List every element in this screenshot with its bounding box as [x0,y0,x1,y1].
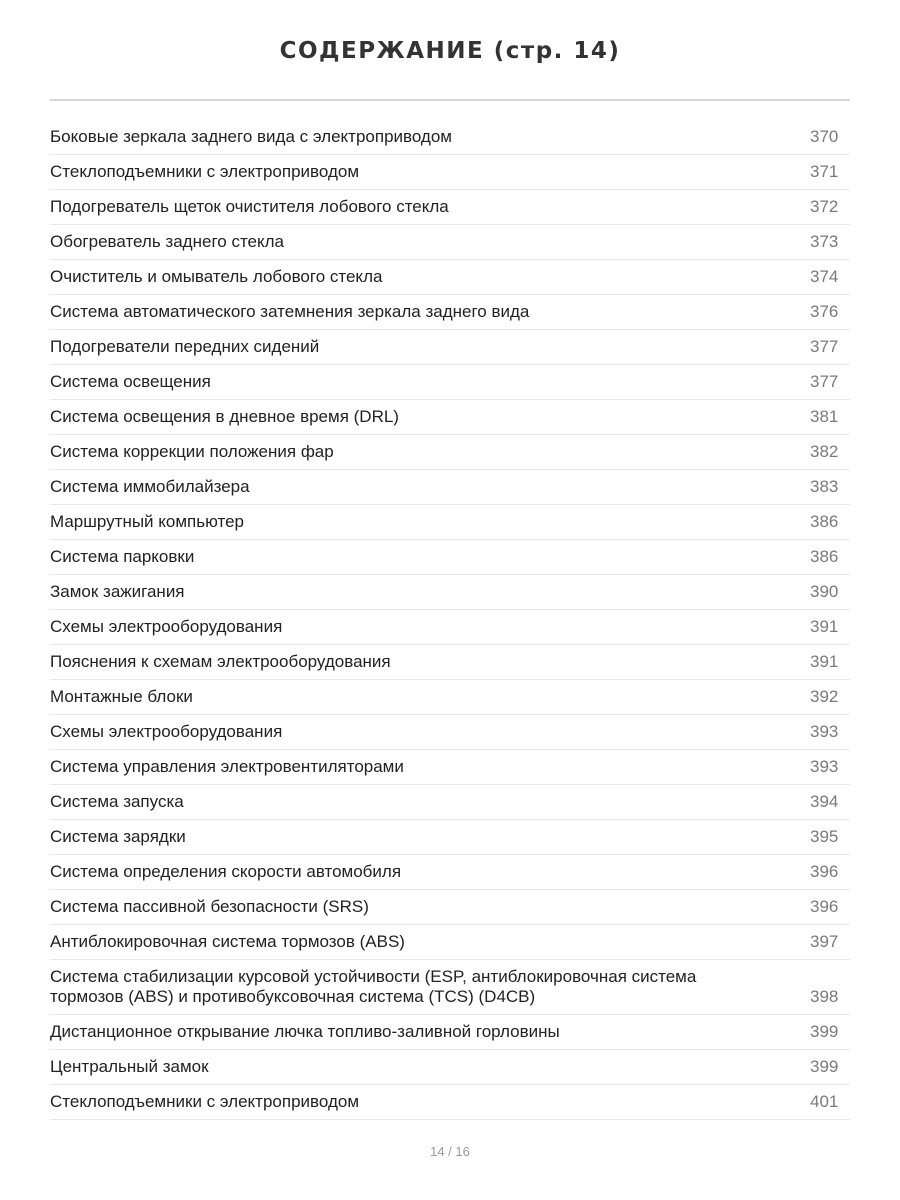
toc-entry[interactable] [50,610,850,645]
toc-entry[interactable] [50,295,850,330]
toc-entry[interactable] [50,260,850,295]
toc-entry[interactable] [50,960,850,1015]
toc-entry-title: Подогреватели передних сидений [50,337,320,356]
toc-entry-title: Маршрутный компьютер [50,512,244,531]
toc-entry-page-number: 377 [810,372,839,391]
toc-entry[interactable] [50,505,850,540]
toc-entry-page-number: 377 [810,337,839,356]
toc-entry-page-number: 386 [810,547,839,566]
toc-entry-title: Монтажные блоки [50,687,193,706]
toc-entry[interactable] [50,155,850,190]
toc-entry-title: Система управления электровентиляторами [50,757,404,776]
toc-entry-title: Система зарядки [50,827,186,846]
toc-entry[interactable] [50,120,850,155]
toc-entry-page-number: 370 [810,127,839,146]
toc-entry-page-number: 391 [810,652,839,671]
toc-entry[interactable] [50,715,850,750]
toc-entry-page-number: 397 [810,932,839,951]
toc-entry-page-number: 392 [810,687,839,706]
toc-entry-title: Система пассивной безопасности (SRS) [50,897,369,916]
toc-entry-page-number: 374 [810,267,839,286]
toc-entry-title: Система автоматического затемнения зеркала заднего вида [50,302,530,321]
toc-entry[interactable] [50,645,850,680]
toc-entry-title: Система освещения в дневное время (DRL) [50,407,399,426]
toc-entry[interactable] [50,330,850,365]
toc-entry[interactable] [50,190,850,225]
toc-entry[interactable] [50,680,850,715]
toc-entry[interactable] [50,575,850,610]
toc-entry-title: Подогреватель щеток очистителя лобового стекла [50,197,449,216]
toc-entry-title: Стеклоподъемники с электроприводом [50,1092,360,1111]
page-indicator: 14 / 16 [430,1144,470,1159]
toc-entry[interactable] [50,820,850,855]
toc-entry-page-number: 394 [810,792,839,811]
toc-entry-title: Антиблокировочная система тормозов (ABS) [50,932,405,951]
toc-entry-title: Схемы электрооборудования [50,617,283,636]
toc-entry-page-number: 391 [810,617,839,636]
toc-entry-title: Боковые зеркала заднего вида с электроприводом [50,127,452,146]
toc-entry-title: Центральный замок [50,1057,209,1076]
toc-entry-title: Система коррекции положения фар [50,442,334,461]
toc-entry[interactable] [50,1085,850,1120]
toc-entry-page-number: 396 [810,897,839,916]
toc-entry-page-number: 383 [810,477,839,496]
toc-entry-title: Система определения скорости автомобиля [50,862,402,881]
toc-entry-title: Система запуска [50,792,184,811]
toc-entry[interactable] [50,435,850,470]
toc-entry-title: Пояснения к схемам электрооборудования [50,652,391,671]
toc-entry-page-number: 381 [810,407,839,426]
toc-entry-title: Обогреватель заднего стекла [50,232,284,251]
toc-entry-title: Система освещения [50,372,211,391]
toc-entry-page-number: 396 [810,862,839,881]
toc-entry-page-number: 372 [810,197,839,216]
toc-entry[interactable] [50,225,850,260]
toc-entry-page-number: 401 [810,1092,839,1111]
toc-entry-page-number: 395 [810,827,839,846]
toc-entry[interactable] [50,855,850,890]
toc-entry-title: Дистанционное открывание лючка топливо-заливной горловины [50,1022,560,1041]
toc-entry[interactable] [50,400,850,435]
toc-entry[interactable] [50,1050,850,1085]
toc-entry-page-number: 382 [810,442,839,461]
toc-entry[interactable] [50,540,850,575]
toc-entry-title: Схемы электрооборудования [50,722,283,741]
toc-entry-page-number: 390 [810,582,839,601]
toc-entry-title: Стеклоподъемники с электроприводом [50,162,360,181]
toc-entry-page-number: 386 [810,512,839,531]
toc-entry-page-number: 393 [810,722,839,741]
toc-entry-title: Система стабилизации курсовой устойчивости (ESP, антиблокировочная система тормозов (ABS) и противобуксовочная система (TCS) (D4CB) [50,967,697,1006]
toc-entry-page-number: 373 [810,232,839,251]
toc-entry-page-number: 399 [810,1057,839,1076]
toc-entry-page-number: 393 [810,757,839,776]
toc-entry[interactable] [50,365,850,400]
toc-entry[interactable] [50,470,850,505]
toc-entry[interactable] [50,750,850,785]
toc-entry[interactable] [50,925,850,960]
toc-entry[interactable] [50,1015,850,1050]
toc-entry-title: Очиститель и омыватель лобового стекла [50,267,383,286]
toc-entry-page-number: 398 [810,987,839,1006]
title-divider [50,99,850,101]
toc-entry[interactable] [50,890,850,925]
toc-entry-title: Система иммобилайзера [50,477,250,496]
toc-entry-page-number: 399 [810,1022,839,1041]
toc-entry-title: Замок зажигания [50,582,185,601]
toc-entry-title: Система парковки [50,547,195,566]
page-title: СОДЕРЖАНИЕ (стр. 14) [279,38,621,64]
table-of-contents [50,120,850,1120]
toc-entry[interactable] [50,785,850,820]
toc-entry-page-number: 371 [810,162,839,181]
toc-entry-page-number: 376 [810,302,839,321]
